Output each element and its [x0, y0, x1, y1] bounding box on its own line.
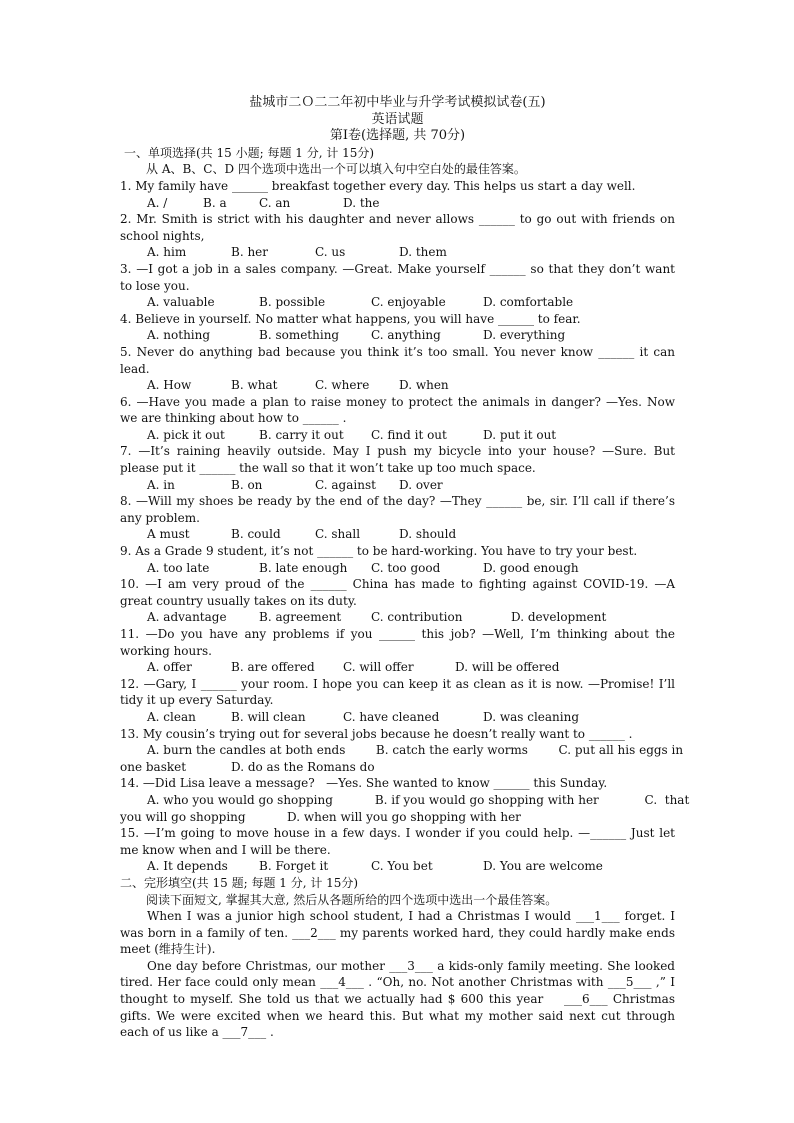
question-14: 14. —Did Lisa leave a message? —Yes. She wanted to know ______ this Sunday.	[120, 776, 608, 791]
option[interactable]: A. nothing	[147, 328, 211, 343]
exam-title: 盐城市二Ｏ二二年初中毕业与升学考试模拟试卷(五)	[249, 95, 546, 110]
option[interactable]: B. carry it out	[259, 427, 344, 442]
option[interactable]: D. comfortable	[483, 295, 574, 310]
option[interactable]: A. /	[147, 195, 168, 210]
options-10	[120, 609, 675, 626]
option[interactable]: D. over	[399, 477, 443, 492]
question-1: 1. My family have ______ breakfast together every day. This helps us start a day well.	[120, 178, 636, 193]
option[interactable]: C. an	[259, 195, 291, 210]
section1-instruction: 从 A、B、C、D 四个选项中选出一个可以填入句中空白处的最佳答案。	[146, 162, 526, 177]
question-3: 3. —I got a job in a sales company. —Great. Make yourself ______ so that they don’t want to lose you.	[120, 261, 675, 293]
option[interactable]: D. good enough	[483, 560, 579, 575]
options-15	[120, 858, 675, 875]
option[interactable]: C. shall	[315, 527, 361, 542]
options-4	[120, 327, 675, 344]
option[interactable]: C. will offer	[343, 660, 414, 675]
option[interactable]: D. the	[343, 195, 380, 210]
option[interactable]: D. development	[511, 610, 607, 625]
option[interactable]: A. too late	[147, 560, 210, 575]
option[interactable]: B. are offered	[231, 660, 315, 675]
option[interactable]: C. contribution	[371, 610, 463, 625]
option[interactable]: A. It depends	[147, 859, 228, 874]
options-1	[120, 195, 675, 212]
option[interactable]: B. Forget it	[259, 859, 329, 874]
option[interactable]: C. us	[315, 245, 346, 260]
options-7	[120, 477, 675, 494]
question-2: 2. Mr. Smith is strict with his daughter and never allows ______ to go out with friends on school nights,	[120, 212, 675, 243]
option[interactable]: B. agreement	[259, 610, 342, 625]
question-8: 8. —Will my shoes be ready by the end of the day? —They ______ be, sir. I’ll call if there’s any problem.	[120, 494, 675, 525]
options-14-line1[interactable]: A. who you would go shopping B. if you would go shopping with her C. that	[147, 792, 690, 807]
option[interactable]: C. enjoyable	[371, 295, 446, 310]
option[interactable]: A. advantage	[147, 610, 227, 625]
section1-heading: 一、单项选择(共 15 小题; 每题 1 分, 计 15分)	[124, 145, 375, 160]
option[interactable]: C. You bet	[371, 859, 433, 874]
question-6: 6. —Have you made a plan to raise money to protect the animals in danger? —Yes. Now we are thinking about how to ______ .	[120, 394, 675, 426]
option[interactable]: D. when	[399, 378, 449, 393]
option-wrap[interactable]: you will go shopping	[120, 809, 246, 824]
option[interactable]: B. a	[203, 195, 227, 210]
option[interactable]: D. was cleaning	[483, 709, 580, 724]
options-14-line2	[120, 809, 675, 826]
option[interactable]: C. against	[315, 477, 376, 492]
option[interactable]: D. everything	[483, 328, 566, 343]
option[interactable]: A. valuable	[147, 295, 215, 310]
question-4: 4. Believe in yourself. No matter what happens, you will have ______ to fear.	[120, 311, 581, 326]
option[interactable]: A. offer	[147, 660, 192, 675]
option[interactable]: A. How	[147, 378, 192, 393]
option[interactable]: C. find it out	[371, 427, 447, 442]
question-13: 13. My cousin’s trying out for several jobs because he doesn’t really want to ______ .	[120, 726, 633, 741]
options-8	[120, 526, 675, 543]
option[interactable]: C. too good	[371, 560, 441, 575]
option[interactable]: C. where	[315, 378, 370, 393]
options-13-line1[interactable]: A. burn the candles at both ends B. catch the early worms C. put all his eggs in	[147, 743, 684, 758]
option[interactable]: B. possible	[259, 295, 326, 310]
option[interactable]: B. on	[231, 477, 263, 492]
option[interactable]: B. will clean	[231, 709, 306, 724]
option[interactable]: B. late enough	[259, 560, 348, 575]
option[interactable]: A. pick it out	[147, 427, 225, 442]
question-5: 5. Never do anything bad because you think it’s too small. You never know ______ it can lead.	[120, 344, 675, 376]
option[interactable]: D. put it out	[483, 427, 557, 442]
option[interactable]: D. when will you go shopping with her	[287, 809, 521, 824]
option[interactable]: B. could	[231, 527, 281, 542]
option[interactable]: D. will be offered	[455, 660, 560, 675]
option[interactable]: B. her	[231, 245, 269, 260]
options-2	[120, 244, 675, 261]
question-10: 10. —I am very proud of the ______ China has made to fighting against COVID-19. —A great country usually takes on its duty.	[120, 577, 675, 608]
cloze-paragraph-2: One day before Christmas, our mother ___3___ a kids-only family meeting. She looked tired. Her face could only mean ___4___ . “Oh, no. Not another Christmas with ___5___ ,” I thought to myself. She told us that we actually had $ 600 this year ___6___ Christmas gifts. We were excited when we heard this. But what my mother said next cut through each of us like a ___7___ .	[120, 958, 679, 1040]
options-9	[120, 560, 675, 577]
section2-instruction: 阅读下面短文, 掌握其大意, 然后从各题所给的四个选项中选出一个最佳答案。	[146, 892, 558, 907]
options-11	[120, 659, 675, 676]
options-13-line2	[120, 759, 675, 776]
options-3	[120, 294, 675, 311]
question-9: 9. As a Grade 9 student, it’s not ______ to be hard-working. You have to try your best.	[120, 544, 638, 559]
option[interactable]: D. them	[399, 245, 447, 260]
cloze-paragraph-1: When I was a junior high school student, I had a Christmas I would ___1___ forget. I was born in a family of ten. ___2___ my parents worked hard, they could hardly make ends meet (维持生计).	[120, 909, 675, 957]
question-12: 12. —Gary, I ______ your room. I hope you can keep it as clean as it is now. —Promise! I’ll tidy it up every Saturday.	[120, 676, 675, 708]
option[interactable]: C. anything	[371, 328, 441, 343]
volume-heading: 第Ⅰ卷(选择题, 共 70分)	[329, 128, 466, 144]
option[interactable]: A must	[147, 527, 190, 542]
option[interactable]: D. should	[399, 527, 457, 542]
question-7: 7. —It’s raining heavily outside. May I push my bicycle into your house? —Sure. But please put it ______ the wall so that it won’t take up too much space.	[120, 444, 675, 476]
option[interactable]: B. what	[231, 378, 278, 393]
options-12	[120, 709, 675, 726]
question-11: 11. —Do you have any problems if you ______ this job? —Well, I’m thinking about the working hours.	[120, 627, 675, 658]
question-15: 15. —I’m going to move house in a few days. I wonder if you could help. —______ Just let me know when and I will be there.	[120, 826, 675, 857]
option[interactable]: A. clean	[147, 709, 196, 724]
section2-heading: 二、完形填空(共 15 题; 每题 1 分, 计 15分)	[120, 875, 359, 890]
option[interactable]: C. have cleaned	[343, 709, 440, 724]
options-6	[120, 427, 675, 444]
option-wrap[interactable]: one basket	[120, 759, 187, 774]
options-5	[120, 377, 675, 394]
option[interactable]: B. something	[259, 328, 340, 343]
exam-content	[120, 95, 690, 1041]
option[interactable]: D. do as the Romans do	[231, 759, 375, 774]
option[interactable]: D. You are welcome	[483, 859, 603, 874]
option[interactable]: A. in	[147, 477, 175, 492]
option[interactable]: A. him	[147, 245, 187, 260]
exam-subtitle: 英语试题	[371, 111, 424, 127]
